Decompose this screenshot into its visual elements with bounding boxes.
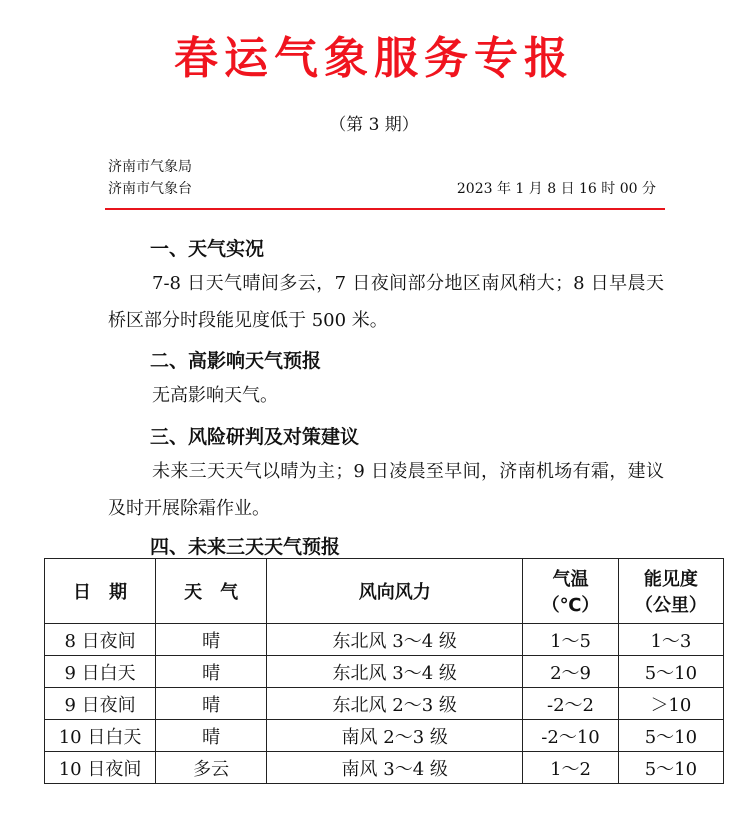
cell-date: 10 日夜间 xyxy=(45,752,156,784)
table-row xyxy=(45,688,724,720)
document-title: 春运气象服务专报 xyxy=(174,33,574,84)
header-visibility-unit: （公里） xyxy=(634,595,707,616)
header-temperature-label: 气温 xyxy=(552,569,589,590)
section-heading-risk: 三、风险研判及对策建议 xyxy=(150,426,360,448)
cell-visibility: 5～10 xyxy=(618,752,723,784)
issue-time: 2023 年 1 月 8 日 16 时 00 分 xyxy=(456,181,656,197)
issuer-bureau: 济南市气象局 xyxy=(108,159,192,175)
table-row xyxy=(45,656,724,688)
table-row xyxy=(45,752,724,784)
cell-temperature: -2～10 xyxy=(523,720,619,752)
cell-wind: 东北风 3～4 级 xyxy=(267,656,523,688)
section-text-observation: 7-8 日天气晴间多云，7 日夜间部分地区南风稍大；8 日早晨天桥区部分时段能见度低于 500 米。 xyxy=(108,273,664,331)
cell-weather: 多云 xyxy=(156,752,267,784)
cell-date: 9 日白天 xyxy=(45,656,156,688)
header-divider xyxy=(105,208,665,210)
section-heading-observation: 一、天气实况 xyxy=(150,238,265,260)
cell-temperature: -2～2 xyxy=(523,688,619,720)
cell-date: 9 日夜间 xyxy=(45,688,156,720)
section-text-high-impact: 无高影响天气。 xyxy=(152,385,278,406)
header-weather: 天 气 xyxy=(156,559,267,624)
header-temperature xyxy=(523,559,619,624)
table-row xyxy=(45,624,724,656)
cell-weather: 晴 xyxy=(156,720,267,752)
header-visibility xyxy=(618,559,723,624)
section-heading-forecast: 四、未来三天天气预报 xyxy=(150,536,341,558)
table-row xyxy=(45,720,724,752)
cell-visibility: 5～10 xyxy=(618,720,723,752)
cell-date: 8 日夜间 xyxy=(45,624,156,656)
cell-visibility: 1～3 xyxy=(618,624,723,656)
header-temperature-unit: （℃） xyxy=(541,595,600,616)
cell-wind: 东北风 2～3 级 xyxy=(267,688,523,720)
header-wind: 风向风力 xyxy=(267,559,523,624)
issuer-observatory: 济南市气象台 xyxy=(108,181,192,197)
cell-wind: 东北风 3～4 级 xyxy=(267,624,523,656)
cell-visibility: 5～10 xyxy=(618,656,723,688)
cell-wind: 南风 3～4 级 xyxy=(267,752,523,784)
cell-wind: 南风 2～3 级 xyxy=(267,720,523,752)
cell-temperature: 1～5 xyxy=(523,624,619,656)
cell-weather: 晴 xyxy=(156,688,267,720)
header-visibility-label: 能见度 xyxy=(643,569,698,590)
cell-temperature: 1～2 xyxy=(523,752,619,784)
cell-visibility: ＞10 xyxy=(618,688,723,720)
table-header-row xyxy=(45,559,724,624)
cell-date: 10 日白天 xyxy=(45,720,156,752)
issue-number: （第 3 期） xyxy=(329,115,419,135)
header-date: 日 期 xyxy=(45,559,156,624)
cell-weather: 晴 xyxy=(156,656,267,688)
cell-temperature: 2～9 xyxy=(523,656,619,688)
section-heading-high-impact: 二、高影响天气预报 xyxy=(150,350,322,372)
section-text-risk: 未来三天天气以晴为主；9 日凌晨至早间，济南机场有霜，建议及时开展除霜作业。 xyxy=(108,461,664,519)
cell-weather: 晴 xyxy=(156,624,267,656)
forecast-table xyxy=(44,558,724,784)
